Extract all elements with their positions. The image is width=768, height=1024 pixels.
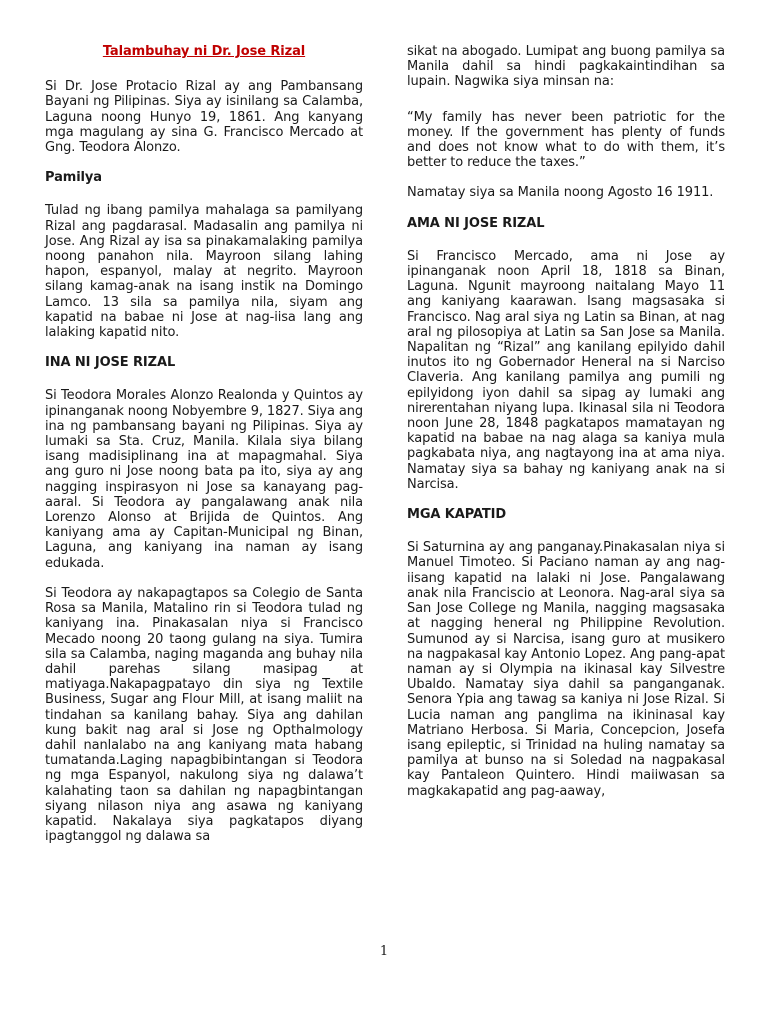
document-title: Talambuhay ni Dr. Jose Rizal — [102, 44, 306, 59]
ina-paragraph-2-continued: sikat na abogado. Lumipat ang buong pamilya sa Manila dahil sa hindi pagkakaintindihan sa lupain. Nagwika siya minsan na: — [407, 44, 725, 90]
kapatid-paragraph: Si Saturnina ay ang panganay.Pinakasalan niya si Manuel Timoteo. Si Paciano naman ay ang nag-iisang kapatid na lalaki ni Jose. Pangalawang anak nila Franciscio at Leonora. Nag-aral siya sa San Jose College ng Manila, nagging magsasaka at nagging heneral ng Philippine Revolution. Sumunod ay si Narcisa, isang guro at musikero na nagpakasal kay Antonio Lopez. Ang pang-apat naman ay si Olympia na ikinasal kay Silvestre Ubaldo. Namatay siya dahil sa panganganak. Senora Ypia ang tawag sa kaniya ni Jose Rizal. Si Lucia naman ang panglima na ikininasal kay Matriano Herbosa. Si Maria, Concepcion, Josefa isang epileptic, si Trinidad na huling namatay sa pamilya at bunso na si Soledad na nagpakasal kay Pantaleon Quintero. Hindi maiiwasan sa magkakapatid ang pag-aaway, — [407, 540, 725, 799]
page-number: 1 — [379, 944, 389, 959]
ina-death-paragraph: Namatay siya sa Manila noong Agosto 16 1911. — [407, 185, 714, 201]
rizal-quote: “My family has never been patriotic for the money. If the government has plenty of funds and does not know what to do with them, it’s better to reduce the taxes.” — [407, 109, 725, 171]
heading-kapatid: MGA KAPATID — [407, 507, 507, 523]
heading-ama: AMA NI JOSE RIZAL — [407, 215, 545, 231]
right-column — [407, 44, 725, 799]
left-column — [45, 44, 363, 844]
ina-paragraph-2: Si Teodora ay nakapagtapos sa Colegio de Santa Rosa sa Manila, Matalino rin si Teodora tulad ng kaniyang ina. Pinakasalan niya si Francisco Mecado noong 20 taong gulang na siya. Tumira sila sa Calamba, naging maganda ang buhay nila dahil parehas silang masipag at matiyaga.Nakapagpatayo din siya ng Textile Business, Sugar ang Flour Mill, at isang maliit na tindahan sa kanilang bahay. Siya ang dahilan kung bakit nag aral si Jose ng Opthalmology dahil nanlalabo na ang kaniyang mata habang tumatanda.Laging napagbibintangan si Teodora ng mga Espanyol, nakulong siya ng dalawa’t kalahating taon sa dahilan ng napagbintangan siyang nilason niya ang asawa ng kaniyang kapatid. Nakalaya siya pagkatapos diyang ipagtanggol ng dalawa sa — [45, 585, 363, 845]
heading-ina: INA NI JOSE RIZAL — [45, 355, 176, 371]
pamilya-paragraph: Tulad ng ibang pamilya mahalaga sa pamilyang Rizal ang pagdarasal. Madasalin ang pamilya ni Jose. Ang Rizal ay isa sa pinakamalaking pamilya noong panahon nila. Mayroon silang lahing hapon, espanyol, malay at negrito. Mayroon silang kamag-anak na isang instik na Domingo Lamco. 13 sila sa pamilya nila, siyam ang kapatid na babae ni Jose at nag-iisa lang ang lalaking kapatid nito. — [45, 203, 363, 341]
ama-paragraph: Si Francisco Mercado, ama ni Jose ay ipinanganak noon April 18, 1818 sa Binan, Laguna. Ngunit mayroong naitalang Mayo 11 ang kaniyang kaarawan. Isang magsasaka si Francisco. Nag aral siya ng Latin sa Binan, at nag aral ng pilosopiya at Latin sa San Jose sa Manila. Napalitan ng “Rizal” ang kanilang epilyido dahil inutos ito ng Gobernador Heneral na si Narciso Claveria. Ang kanilang pamilya ang pumili ng epilyidong iyon dahil sa sipag ay lumaki ang nirerentahan niyang lupa. Ikinasal sila ni Teodora noon June 28, 1848 pagkatapos mamatayan ng kapatid na babae na nag alaga sa kaniya mula pagkabata niya, ang nagtayong ina at ama niya. Namatay siya sa bahay ng kaniyang anak na si Narcisa. — [407, 248, 725, 492]
intro-paragraph: Si Dr. Jose Protacio Rizal ay ang Pambansang Bayani ng Pilipinas. Siya ay isinilang sa Calamba, Laguna noong Hunyo 19, 1861. Ang kanyang mga magulang ay sina G. Francisco Mercado at Gng. Teodora Alonzo. — [45, 79, 363, 156]
heading-pamilya: Pamilya — [45, 170, 102, 186]
ina-paragraph-1: Si Teodora Morales Alonzo Realonda y Quintos ay ipinanganak noong Nobyembre 9, 1827. Siya ang ina ng pambansang bayani ng Pilipinas. Siya ay lumaki sa Sta. Cruz, Manila. Kilala siya bilang isang madisiplinang ina at mapagmahal. Siya ang guro ni Jose noong bata pa ito, siya ay ang nagging inspirasyon ni Jose sa kanayang pag-aaral. Si Teodora ay pangalawang anak nila Lorenzo Alonso at Brijida de Quintos. Ang kaniyang ama ay Capitan-Municipal ng Binan, Laguna, ang kaniyang ina naman ay isang edukada. — [45, 388, 363, 571]
